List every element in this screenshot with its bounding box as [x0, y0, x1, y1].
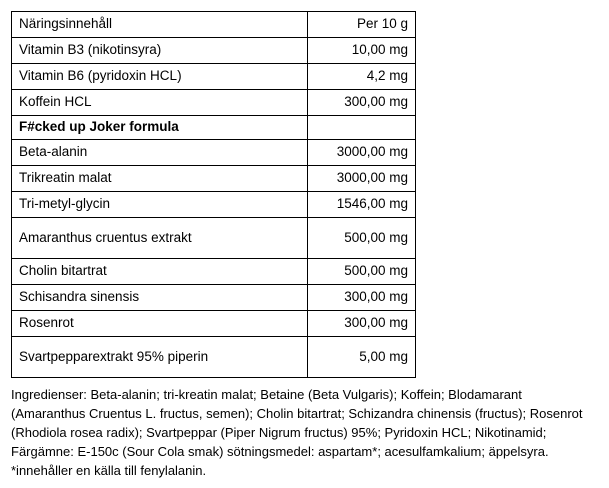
table-row	[12, 192, 416, 218]
ingredient-name: Beta-alanin	[12, 140, 308, 166]
section-row	[12, 116, 416, 140]
ingredient-amount: 1546,00 mg	[308, 192, 416, 218]
table-header-row	[12, 12, 416, 38]
table-row	[12, 166, 416, 192]
ingredient-name: Rosenrot	[12, 311, 308, 337]
ingredient-name: Schisandra sinensis	[12, 285, 308, 311]
nutrition-table	[11, 11, 416, 378]
ingredient-name: Trikreatin malat	[12, 166, 308, 192]
ingredient-name: Koffein HCL	[12, 90, 308, 116]
ingredient-name: Cholin bitartrat	[12, 259, 308, 285]
ingredient-name: Amaranthus cruentus extrakt	[12, 218, 308, 259]
ingredient-amount: 4,2 mg	[308, 64, 416, 90]
ingredient-name: Vitamin B6 (pyridoxin HCL)	[12, 64, 308, 90]
table-row	[12, 140, 416, 166]
table-row	[12, 259, 416, 285]
table-row	[12, 311, 416, 337]
ingredient-amount	[308, 116, 416, 140]
ingredient-amount: 300,00 mg	[308, 90, 416, 116]
ingredient-amount: 300,00 mg	[308, 285, 416, 311]
table-row	[12, 90, 416, 116]
table-row	[12, 218, 416, 259]
table-row	[12, 64, 416, 90]
ingredient-name: Vitamin B3 (nikotinsyra)	[12, 38, 308, 64]
section-title: F#cked up Joker formula	[12, 116, 308, 140]
ingredient-amount: 3000,00 mg	[308, 166, 416, 192]
ingredients-text: Ingredienser: Beta-alanin; tri-kreatin malat; Betaine (Beta Vulgaris); Koffein; Blodamarant (Amaranthus Cruentus L. fructus, semen); Cholin bitartrat; Schizandra chinensis (fructus); Rosenrot (Rhodiola rosea radix); Svartpeppar (Piper Nigrum fructus) 95%; Pyridoxin HCL; Nikotinamid; Färgämne: E-150c (Sour Cola smak) sötningsmedel: aspartam*; acesulfamkalium; äppelsyra. *innehåller en källa till fenylalanin.	[11, 387, 583, 478]
ingredient-amount: 5,00 mg	[308, 337, 416, 378]
ingredient-amount: 10,00 mg	[308, 38, 416, 64]
table-row	[12, 337, 416, 378]
ingredient-amount: 500,00 mg	[308, 259, 416, 285]
ingredient-amount: 500,00 mg	[308, 218, 416, 259]
ingredient-amount: 3000,00 mg	[308, 140, 416, 166]
header-label: Näringsinnehåll	[12, 12, 308, 38]
ingredient-name: Svartpepparextrakt 95% piperin	[12, 337, 308, 378]
header-amount: Per 10 g	[308, 12, 416, 38]
ingredient-amount: 300,00 mg	[308, 311, 416, 337]
ingredient-name: Tri-metyl-glycin	[12, 192, 308, 218]
table-row	[12, 285, 416, 311]
table-row	[12, 38, 416, 64]
